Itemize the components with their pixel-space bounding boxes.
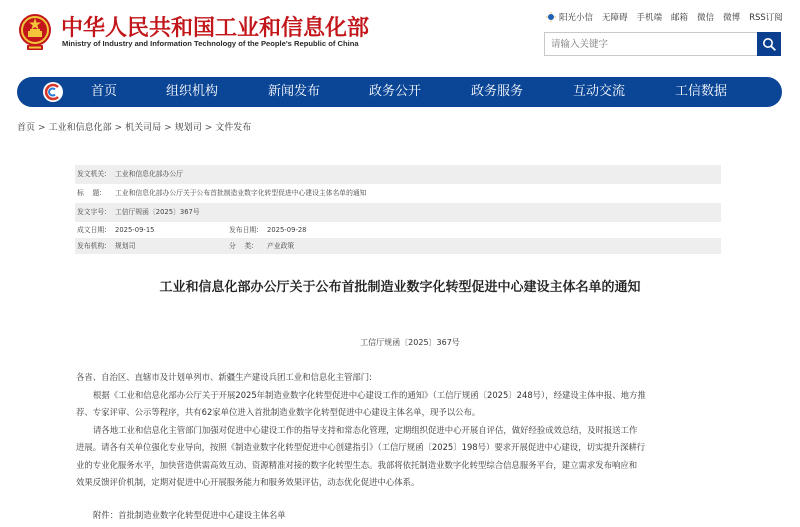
- meta-published-label: 发布日期:: [229, 226, 259, 234]
- site-header: [0, 0, 800, 72]
- search-icon: [762, 37, 776, 51]
- meta-row-docno: [75, 203, 721, 222]
- search-box: [544, 32, 781, 56]
- breadcrumb-separator: >: [164, 123, 172, 133]
- article-paragraph-line: 荐、专家评审、公示等程序，共有62家单位进入首批制造业数字化转型促进中心建设主体名单，现予以公布。: [76, 407, 481, 417]
- search-button[interactable]: [757, 32, 781, 56]
- article-body: [76, 369, 726, 492]
- article-docno: 工信厅规函〔2025〕367号: [360, 338, 460, 347]
- breadcrumb-separator: >: [114, 123, 123, 133]
- top-links: [546, 10, 783, 24]
- meta-published-value: 2025-09-28: [267, 226, 307, 234]
- meta-docno-label: 发文字号:: [77, 208, 107, 216]
- meta-docno-value: 工信厅规函〔2025〕367号: [115, 208, 200, 216]
- breadcrumb-home[interactable]: 首页: [17, 123, 36, 133]
- article-salutation: 各省、自治区、直辖市及计划单列市、新疆生产建设兵团工业和信息化主管部门:: [76, 372, 372, 382]
- meta-org-value: 规划司: [115, 242, 136, 250]
- meta-row-issuer: [75, 165, 721, 184]
- sun-icon: [546, 12, 556, 22]
- meta-org-label: 发布机构:: [77, 242, 107, 250]
- toplink-rss[interactable]: RSS订阅: [749, 13, 783, 23]
- article-paragraph-line: 进展。请各有关单位强化专业导向，按照《制造业数字化转型促进中心创建指引》（工信厅规函〔2025〕198号）要求开展促进中心建设，切实提升深耕行: [76, 442, 646, 452]
- meta-row-org: [75, 238, 721, 254]
- breadcrumb-ministry[interactable]: 工业和信息化部: [48, 123, 112, 133]
- article-paragraph-line: 效果反馈评价机制，定期对促进中心开展服务能力和服务效果评估，动态优化促进中心体系。: [76, 477, 420, 487]
- nav-interaction[interactable]: 互动交流: [573, 84, 626, 99]
- article-paragraph-line: 业的专业化服务水平，加快营造供需高效互动、资源精准对接的数字化转型生态。我部将依托制造业数字化转型综合信息服务平台，建立需求发布响应和: [76, 459, 638, 470]
- site-subtitle: Ministry of Industry and Information Technology of the People's Republic of China: [62, 39, 359, 48]
- nav-organization[interactable]: 组织机构: [166, 84, 219, 99]
- toplink-mobile[interactable]: 手机端: [636, 13, 663, 23]
- breadcrumb-bureaus[interactable]: 机关司局: [125, 123, 162, 133]
- article-attachment-block: [76, 507, 726, 525]
- nav-data[interactable]: 工信数据: [675, 84, 728, 99]
- meta-category-value: 产业政策: [267, 242, 295, 250]
- breadcrumb-planning[interactable]: 规划司: [174, 123, 202, 133]
- toplink-label: 阳光小信: [559, 13, 594, 23]
- meta-row-title: [75, 184, 721, 203]
- national-emblem-icon[interactable]: [17, 12, 53, 52]
- breadcrumb: [17, 120, 251, 133]
- meta-title-label: 标 题:: [77, 189, 102, 197]
- meta-created-label: 成文日期:: [77, 226, 107, 234]
- toplink-mail[interactable]: 邮箱: [671, 13, 689, 23]
- meta-title-value: 工业和信息化部办公厅关于公布首批制造业数字化转型促进中心建设主体名单的通知: [115, 189, 367, 197]
- article-title: 工业和信息化部办公厅关于公布首批制造业数字化转型促进中心建设主体名单的通知: [159, 280, 641, 295]
- document-meta-table: [75, 165, 721, 254]
- nav-home[interactable]: 首页: [91, 84, 118, 99]
- breadcrumb-separator: >: [204, 123, 213, 133]
- breadcrumb-separator: >: [38, 123, 46, 133]
- meta-issuer-value: 工业和信息化部办公厅: [115, 170, 183, 178]
- nav-gov-affairs[interactable]: 政务公开: [369, 84, 422, 99]
- search-input[interactable]: [545, 33, 757, 55]
- toplink-accessibility[interactable]: 无障碍: [602, 13, 628, 23]
- article-paragraph-line: 根据《工业和信息化部办公厅关于开展2025年制造业数字化转型促进中心建设工作的通知》（工信厅规函〔2025〕248号），经建设主体申报、地方推: [93, 389, 646, 400]
- toplink-wechat[interactable]: 微信: [697, 13, 715, 23]
- nav-news[interactable]: 新闻发布: [268, 84, 321, 99]
- article-attachment-link[interactable]: 附件：首批制造业数字化转型促进中心建设主体名单: [93, 510, 286, 520]
- meta-category-label: 分 类:: [229, 242, 254, 250]
- toplink-weibo[interactable]: 微博: [723, 13, 741, 23]
- toplink-sunshine[interactable]: [546, 11, 593, 23]
- meta-created-value: 2025-09-15: [115, 226, 155, 234]
- main-nav: [17, 77, 782, 107]
- article-paragraph-line: 请各地工业和信息化主管部门加强对促进中心建设工作的指导支持和常态化管理，定期组织促进中心开展自评估，做好经验成效总结，及时报送工作: [93, 424, 638, 435]
- meta-issuer-label: 发文机关:: [77, 170, 107, 178]
- site-title[interactable]: 中华人民共和国工业和信息化部: [61, 16, 370, 41]
- nav-logo-icon[interactable]: [42, 81, 64, 103]
- nav-gov-services[interactable]: 政务服务: [471, 84, 524, 99]
- breadcrumb-documents[interactable]: 文件发布: [215, 123, 252, 133]
